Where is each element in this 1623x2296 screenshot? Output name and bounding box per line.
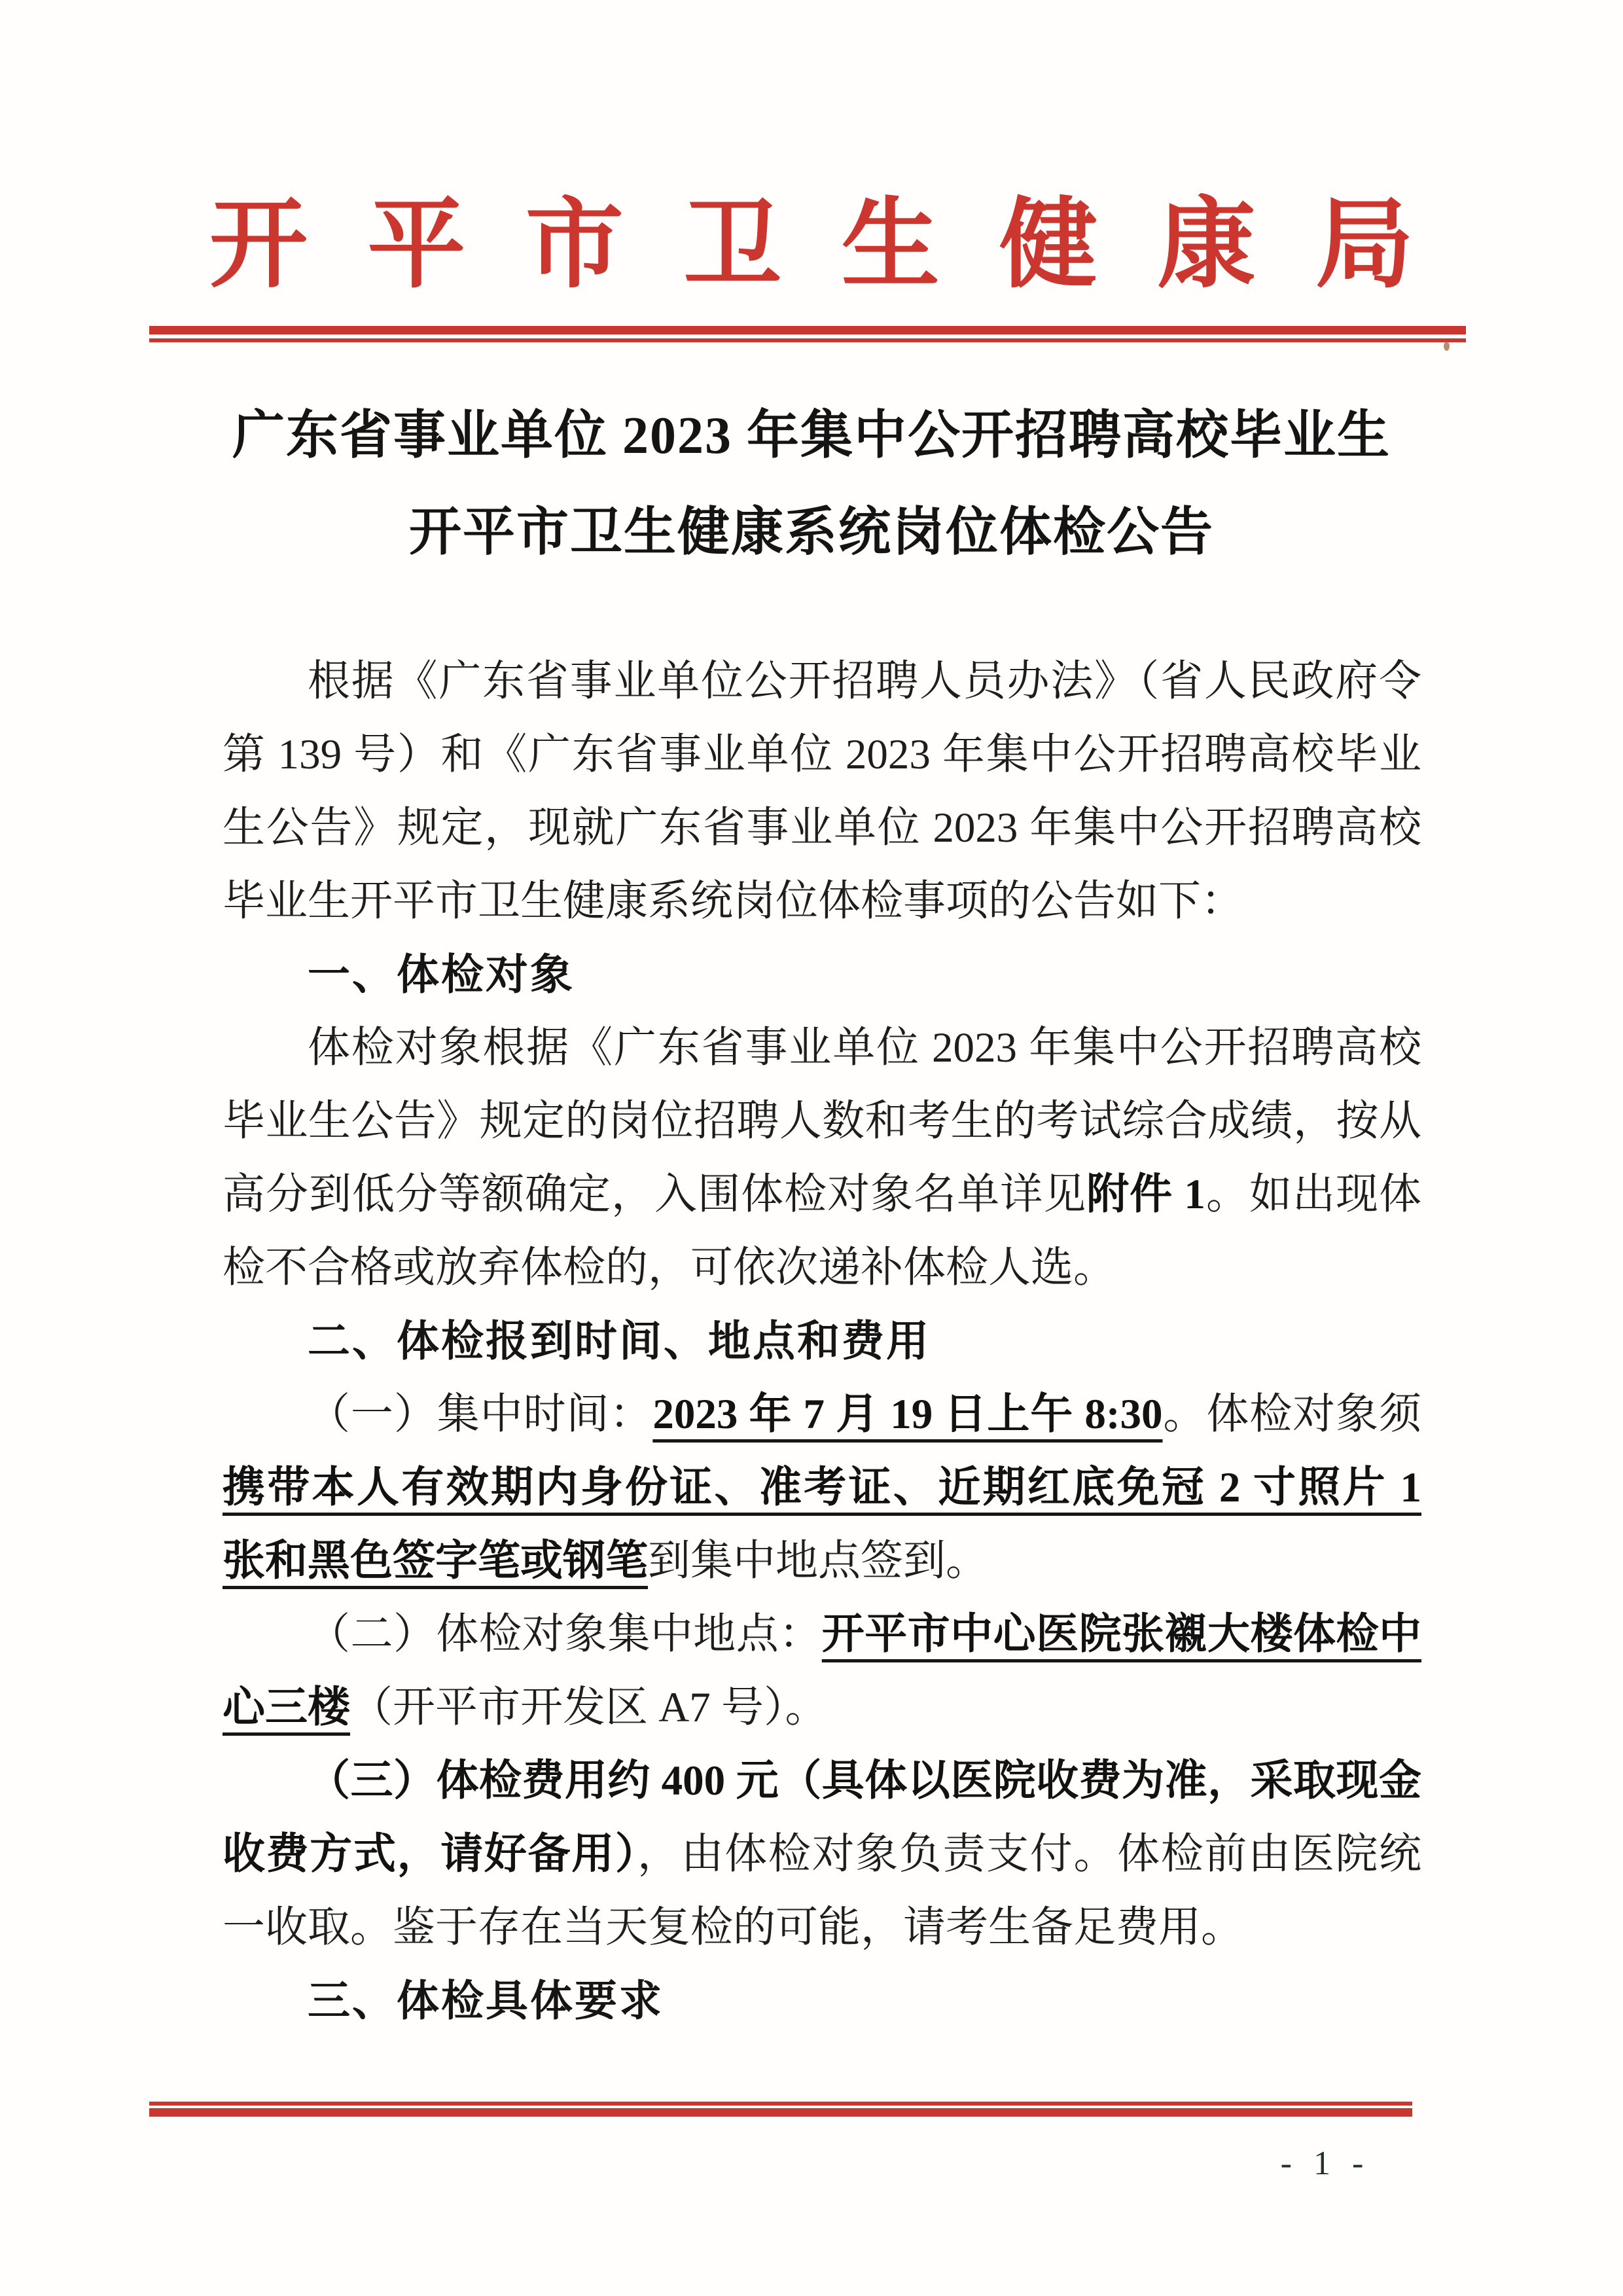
document-title-line2: 开平市卫生健康系统岗位体检公告 — [409, 504, 1214, 562]
text-segment: ，由体检对象负责支付。体检前由医院统 — [637, 1831, 1421, 1878]
text-line — [223, 1524, 1421, 1598]
text-line — [223, 718, 1421, 791]
agency-masthead — [209, 193, 1414, 298]
text-segment: 。体检对象须 — [1162, 1391, 1421, 1438]
agency-char: 康 — [1157, 191, 1256, 300]
document-body — [223, 645, 1421, 2037]
text-line — [223, 865, 1421, 938]
agency-char: 开 — [209, 191, 308, 300]
section-heading — [223, 1304, 1421, 1378]
emphasized-text: （三）体检费用约 400 元（具体以医院收费为准，采取现金 — [308, 1757, 1421, 1804]
text-line — [223, 1011, 1421, 1085]
document-title-line1: 广东省事业单位 2023 年集中公开招聘高校毕业生 — [232, 407, 1391, 465]
text-line — [223, 645, 1421, 718]
text-line — [223, 1231, 1421, 1304]
text-segment: （开平市开发区 A7 号）。 — [350, 1684, 828, 1731]
emphasized-underlined-text: 心三楼 — [223, 1684, 351, 1731]
text-segment: 毕业生开平市卫生健康系统岗位体检事项的公告如下： — [223, 878, 1244, 925]
text-segment: 高分到低分等额确定，入围体检对象名单详见 — [223, 1171, 1087, 1218]
section-heading — [223, 938, 1421, 1011]
text-segment: 根据《广东省事业单位公开招聘人员办法》（省人民政府令 — [308, 658, 1421, 705]
scan-speck — [1444, 342, 1450, 351]
text-segment: 检不合格或放弃体检的，可依次递补体检人选。 — [223, 1244, 1116, 1291]
text-segment: 毕业生公告》规定的岗位招聘人数和考生的考试综合成绩，按从 — [223, 1098, 1421, 1145]
header-rule-thick — [149, 326, 1466, 334]
text-line — [223, 1744, 1421, 1818]
text-segment: （二）体检对象集中地点： — [308, 1611, 822, 1658]
emphasized-text: 附件 1 — [1086, 1171, 1205, 1218]
section-heading — [223, 1964, 1421, 2037]
text-line — [223, 791, 1421, 865]
agency-char: 卫 — [683, 191, 782, 300]
text-segment: 生公告》规定，现就广东省事业单位 2023 年集中公开招聘高校 — [223, 804, 1421, 852]
text-line — [223, 1158, 1421, 1231]
agency-char: 健 — [999, 191, 1098, 300]
header-rule-thin — [149, 338, 1466, 342]
footer-rule-thin — [149, 2102, 1412, 2106]
text-segment: 体检对象根据《广东省事业单位 2023 年集中公开招聘高校 — [308, 1024, 1421, 1071]
emphasized-underlined-text: 2023 年 7 月 19 日上午 8:30 — [652, 1391, 1163, 1438]
agency-char: 市 — [525, 191, 624, 300]
text-segment: 到集中地点签到。 — [648, 1537, 989, 1585]
agency-char: 局 — [1315, 191, 1414, 300]
agency-char: 生 — [841, 191, 940, 300]
text-segment: 一收取。鉴于存在当天复检的可能，请考生备足费用。 — [223, 1904, 1244, 1951]
text-segment: （一）集中时间： — [308, 1391, 653, 1438]
text-segment: 二、体检报到时间、地点和费用 — [308, 1317, 931, 1365]
text-line — [223, 1671, 1421, 1744]
text-segment: 三、体检具体要求 — [308, 1977, 664, 2024]
text-line — [223, 1891, 1421, 1964]
footer-rule-thick — [149, 2108, 1412, 2117]
emphasized-underlined-text: 开平市中心医院张襯大楼体检中 — [821, 1611, 1421, 1658]
page-number: - 1 - — [1280, 2145, 1370, 2182]
emphasized-underlined-text: 张和黑色签字笔或钢笔 — [223, 1537, 649, 1585]
text-segment: 一、体检对象 — [308, 950, 575, 998]
text-segment: 第 139 号）和《广东省事业单位 2023 年集中公开招聘高校毕业 — [223, 731, 1421, 778]
emphasized-text: 收费方式，请好备用） — [223, 1831, 637, 1878]
text-line — [223, 1085, 1421, 1158]
document-title — [98, 387, 1525, 581]
text-line — [223, 1598, 1421, 1671]
emphasized-underlined-text: 携带本人有效期内身份证、准考证、近期红底免冠 2 寸照片 1 — [223, 1464, 1421, 1511]
text-line — [223, 1451, 1421, 1524]
text-line — [223, 1818, 1421, 1891]
text-segment: 。如出现体 — [1205, 1171, 1421, 1218]
agency-char: 平 — [367, 191, 466, 300]
text-line — [223, 1378, 1421, 1451]
